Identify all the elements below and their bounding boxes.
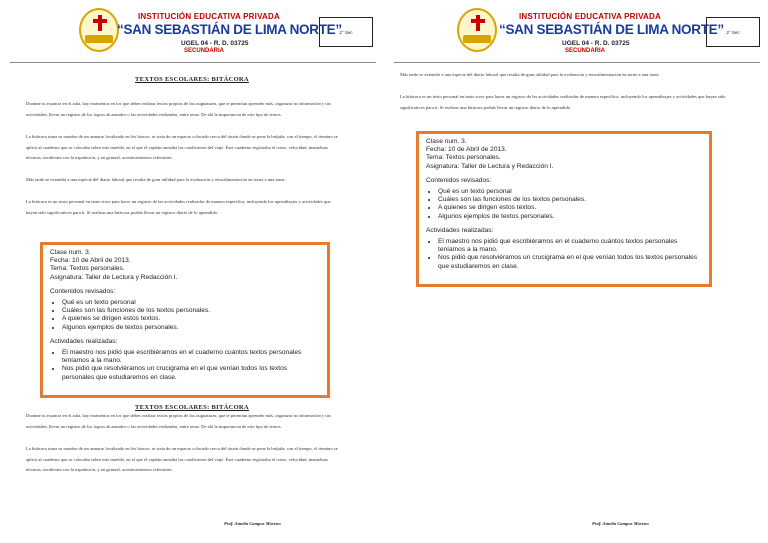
list-item: • Qué es un texto personal bbox=[62, 299, 320, 307]
list-item: • El maestro nos pidió que escribiéramos en el cuaderno cuántos textos personales teníamos a la mano. bbox=[438, 238, 702, 254]
activities-list bbox=[426, 238, 702, 271]
school-seal-logo bbox=[457, 8, 497, 52]
school-seal-logo bbox=[79, 8, 119, 52]
bitacora-example-box bbox=[40, 242, 330, 398]
class-topic: Tema: Textos personales. bbox=[50, 265, 125, 273]
contents-heading: Contenidos revisados: bbox=[50, 287, 116, 295]
school-name: “SAN SEBASTIÁN DE LIMA NORTE” bbox=[499, 22, 724, 37]
institution-label: INSTITUCIÓN EDUCATIVA PRIVADA bbox=[519, 12, 661, 21]
school-name: “SAN SEBASTIÁN DE LIMA NORTE” bbox=[117, 22, 342, 37]
contents-heading: Contenidos revisados: bbox=[426, 176, 492, 184]
list-item: • Algunos ejemplos de textos personales. bbox=[438, 213, 702, 221]
header-divider bbox=[394, 62, 760, 63]
class-subject: Asignatura: Taller de Lectura y Redacción I. bbox=[426, 162, 554, 170]
page-title-repeat: TEXTOS ESCOLARES: BITÁCORA bbox=[135, 404, 249, 411]
list-item: • Nos pidió que resolviéramos un crucigrama en el que venían todos los textos personales que estudiaremos en clase. bbox=[438, 254, 702, 270]
ugel-label: UGEL 04 - R. D. 03725 bbox=[181, 40, 249, 47]
header-divider bbox=[10, 62, 376, 63]
list-item: • Cuáles son las funciones de los textos personales. bbox=[62, 307, 320, 315]
list-item: • A quienes se dirigen estos textos. bbox=[438, 204, 702, 212]
contents-list bbox=[426, 188, 702, 221]
paragraph-extension: Más tarde se extendió a una especie del diario laboral que resulta de gran utilidad para la evaluación y retroalimentación en torno a una tarea. bbox=[400, 72, 660, 77]
contents-list bbox=[50, 299, 320, 332]
list-item: • Cuáles son las funciones de los textos personales. bbox=[438, 196, 702, 204]
paragraph-definition: La bitácora es un texto personal en tanto sirve para hacer un registro de las actividades realizadas de manera específica, incluyendo los aprendizajes y actividades que hayan sido significativos para ti. Si realizas una bitácora podrás llevar un registro diario de lo aprendido. bbox=[26, 199, 331, 215]
bitacora-example-box bbox=[416, 131, 712, 287]
paragraph-origin-repeat: La bitácora toma su nombre de un armario localizado en los barcos; se trata de un espacio colocado cerca del timón donde se pone la brújula; con el tiempo, el término se aplicó al cuaderno que se colocaba sobre este mueble, en el que el capitán anotaba las condiciones del viaje. Este cuaderno registraba el curso, velocidad, maniobras técnicas, incidentes con la tripulación, y en general, acontecimientos relevantes. bbox=[26, 446, 338, 472]
list-item: • Qué es un texto personal bbox=[438, 188, 702, 196]
paragraph-definition: La bitácora es un texto personal en tanto sirve para hacer un registro de las actividades realizadas de manera específica, incluyendo los aprendizajes y actividades que hayan sido significativos para ti. Si realizas una bitácora podrás llevar un registro diario de lo aprendido. bbox=[400, 94, 726, 110]
activities-heading: Actividades realizadas: bbox=[426, 226, 494, 234]
class-subject: Asignatura: Taller de Lectura y Redacción I. bbox=[50, 273, 178, 281]
class-number: Clase num. 3. bbox=[50, 249, 91, 256]
teacher-signature: Prof. Amelia Campos Moreno bbox=[592, 521, 649, 526]
paragraph-extension: Más tarde se extendió a una especie del diario laboral que resulta de gran utilidad para la evaluación y retroalimentación en torno a una tarea. bbox=[26, 177, 286, 182]
class-topic: Tema: Textos personales. bbox=[426, 154, 501, 162]
page-title: TEXTOS ESCOLARES: BITÁCORA bbox=[135, 76, 249, 83]
right-page bbox=[384, 0, 768, 543]
level-label: SECUNDARIA bbox=[565, 48, 606, 54]
grade-box: 2° Sec bbox=[319, 17, 373, 47]
paragraph-origin: La bitácora toma su nombre de un armario localizado en los barcos; se trata de un espacio colocado cerca del timón donde se pone la brújula; con el tiempo, el término se aplicó al cuaderno que se colocaba sobre este mueble, en el que el capitán anotaba las condiciones del viaje. Este cuaderno registraba el curso, velocidad, maniobras técnicas, incidentes con la tripulación, y en general, acontecimientos relevantes. bbox=[26, 134, 338, 160]
page-header bbox=[384, 0, 768, 58]
teacher-signature: Prof. Amelia Campos Moreno bbox=[224, 521, 281, 526]
paragraph-intro-repeat: Durante tu estancia en el aula, hay momentos en los que debes realizar textos propios de las asignaturas, que te permitan aprender más, organizar tu información y tus actividades, llevar un registro de los logros alcanzados o las actividades realizadas, entre otras. De ahí la importancia de este tipo de textos. bbox=[26, 413, 331, 429]
class-date: Fecha: 10 de Abril de 2013. bbox=[50, 257, 131, 265]
list-item: • Algunos ejemplos de textos personales. bbox=[62, 324, 320, 332]
list-item: • A quienes se dirigen estos textos. bbox=[62, 315, 320, 323]
class-date: Fecha: 10 de Abril de 2013. bbox=[426, 146, 507, 154]
list-item: • El maestro nos pidió que escribiéramos en el cuaderno cuántos textos personales teníamos a la mano. bbox=[62, 349, 320, 365]
grade-box: 2° Sec bbox=[706, 17, 760, 47]
activities-heading: Actividades realizadas: bbox=[50, 337, 118, 345]
activities-list bbox=[50, 349, 320, 382]
list-item: • Nos pidió que resolviéramos un crucigrama en el que venían todos los textos personales que estudiaremos en clase. bbox=[62, 365, 320, 381]
level-label: SECUNDARIA bbox=[184, 48, 225, 54]
institution-label: INSTITUCIÓN EDUCATIVA PRIVADA bbox=[138, 12, 280, 21]
page-header bbox=[0, 0, 384, 58]
class-number: Clase num. 3. bbox=[426, 138, 467, 145]
paragraph-intro: Durante tu estancia en el aula, hay momentos en los que debes realizar textos propios de las asignaturas, que te permitan aprender más, organizar tu información y tus actividades, llevar un registro de los logros alcanzados o las actividades realizadas, entre otras. De ahí la importancia de este tipo de textos. bbox=[26, 101, 331, 117]
ugel-label: UGEL 04 - R. D. 03725 bbox=[562, 40, 630, 47]
